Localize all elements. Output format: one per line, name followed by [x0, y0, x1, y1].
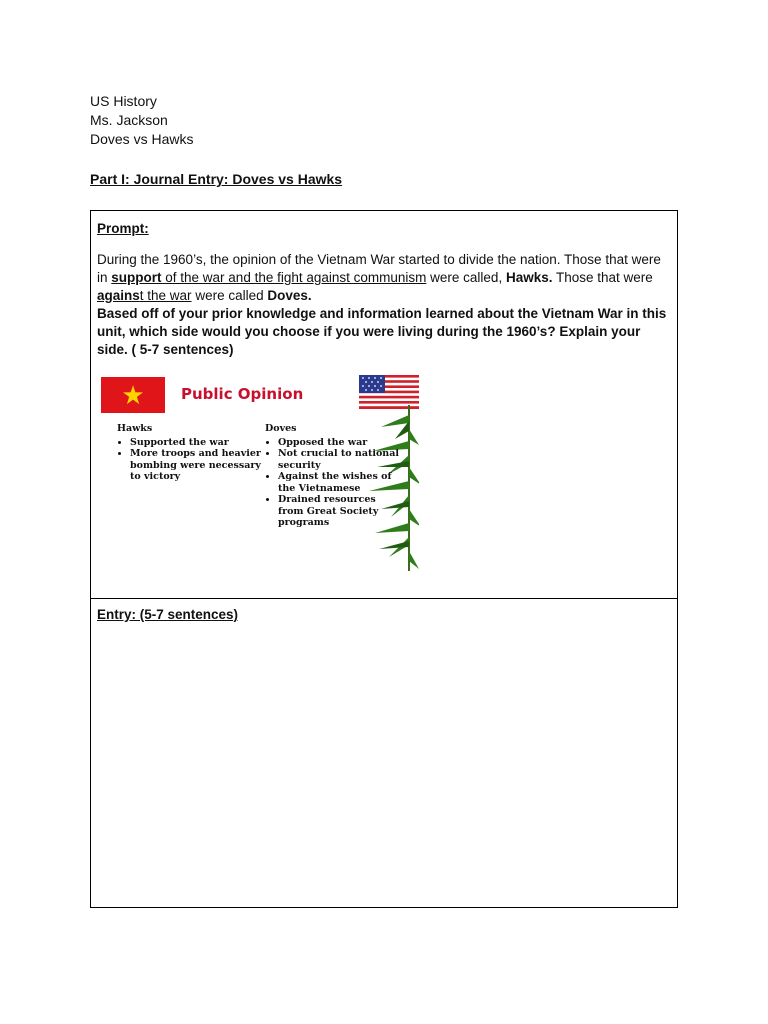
- star-icon: ★: [121, 380, 145, 410]
- doves-heading: Doves: [265, 423, 297, 434]
- hawks-column: [117, 423, 267, 483]
- figure-title: Public Opinion: [181, 385, 304, 403]
- prompt-text: [97, 251, 669, 359]
- prompt-text-c: were called,: [426, 270, 506, 285]
- document-header: [90, 92, 193, 149]
- entry-heading: Entry: (5-7 sentences): [97, 607, 239, 622]
- doves-column: [265, 423, 401, 529]
- support-word: support: [111, 270, 162, 285]
- hawks-heading: Hawks: [117, 423, 153, 434]
- topic-name: Doves vs Hawks: [90, 131, 194, 147]
- doves-item: • Against the wishes of the Vietnamese: [278, 471, 401, 494]
- prompt-text-a: During the 1960’s, the opinion of the Vietnam War started to divide the nation. Those that were in: [97, 252, 661, 285]
- us-flag-icon: [359, 375, 419, 409]
- entry-cell[interactable]: [91, 599, 677, 907]
- prompt-text-f: were called: [191, 288, 268, 303]
- against-phrase: t the war: [139, 288, 192, 303]
- doves-word: Doves.: [267, 288, 312, 303]
- course-name: US History: [90, 93, 157, 109]
- prompt-heading: Prompt:: [97, 221, 149, 236]
- hawks-word: Hawks.: [505, 270, 553, 285]
- journal-table: [90, 210, 678, 908]
- prompt-text-d: Those that were: [552, 270, 653, 285]
- public-opinion-image: [101, 375, 419, 571]
- prompt-question: Based off of your prior knowledge and information learned about the Vietnam War in this unit, which side would you choose if you were living during the 1960’s? Explain your side. ( 5-7 sentences): [97, 306, 667, 357]
- support-phrase: of the war and the fight against communism: [161, 270, 427, 285]
- against-word: agains: [97, 288, 140, 303]
- doves-item: • Drained resources from Great Society programs: [278, 494, 401, 529]
- part-title: Part I: Journal Entry: Doves vs Hawks: [90, 171, 343, 187]
- doves-item: • Opposed the war: [278, 437, 401, 449]
- hawks-item: • Supported the war: [130, 437, 267, 449]
- vietnam-flag-icon: [101, 377, 165, 413]
- doves-item: • Not crucial to national security: [278, 448, 401, 471]
- hawks-item: • More troops and heavier bombing were necessary to victory: [130, 448, 267, 483]
- teacher-name: Ms. Jackson: [90, 112, 168, 128]
- prompt-cell: [91, 211, 677, 599]
